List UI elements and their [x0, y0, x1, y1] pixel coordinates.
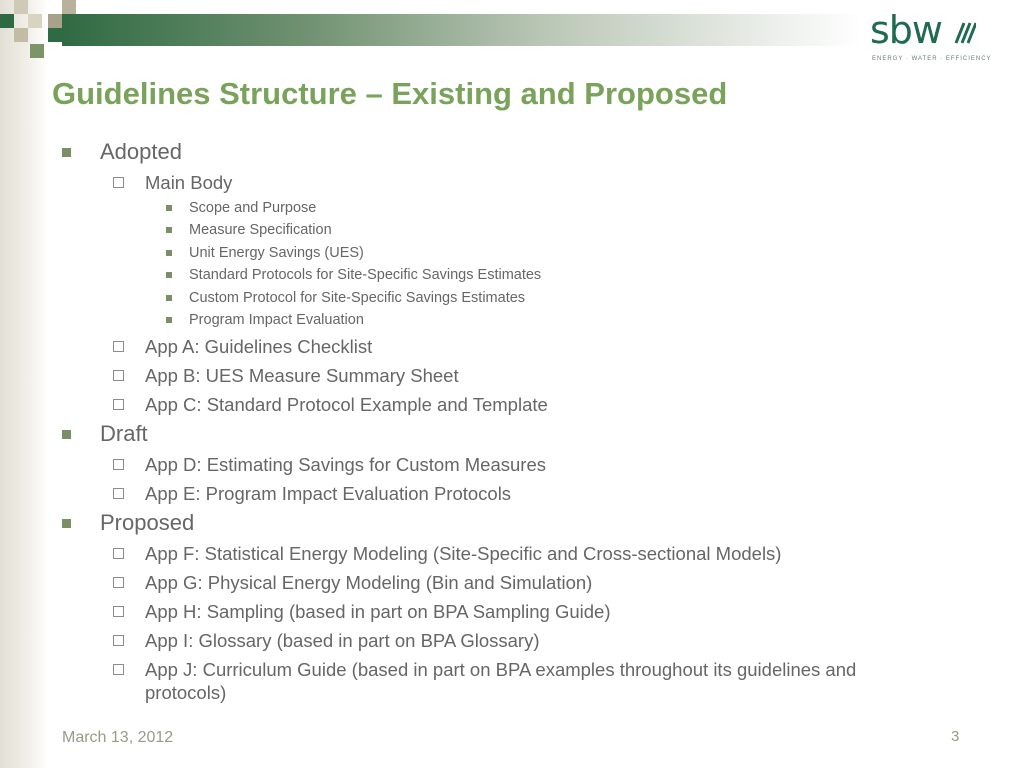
- square-bullet-icon: [62, 430, 71, 439]
- hollow-square-bullet-icon: [113, 548, 124, 559]
- outline-list: [0, 134, 1000, 704]
- deco-square: [30, 44, 44, 58]
- outline-label: Scope and Purpose: [189, 199, 317, 216]
- hollow-square-bullet-icon: [113, 399, 124, 410]
- outline-label: App D: Estimating Savings for Custom Measures: [145, 454, 546, 475]
- outline-item-app-f: [0, 542, 1000, 565]
- main-body-item: [0, 221, 1000, 239]
- small-square-bullet-icon: [166, 295, 172, 301]
- deco-square: [48, 28, 62, 42]
- small-square-bullet-icon: [166, 227, 172, 233]
- outline-label: App F: Statistical Energy Modeling (Site-Specific and Cross-sectional Models): [145, 543, 782, 564]
- outline-item-draft: [0, 421, 1000, 447]
- outline-label: Custom Protocol for Site-Specific Savings Estimates: [189, 289, 526, 306]
- outline-label: Main Body: [145, 172, 233, 193]
- outline-item-adopted: [0, 139, 1000, 165]
- footer-date: March 13, 2012: [62, 729, 174, 746]
- deco-square: [48, 14, 62, 28]
- main-body-item: [0, 199, 1000, 217]
- outline-item-app-b: [0, 364, 1000, 387]
- outline-label: App E: Program Impact Evaluation Protocols: [145, 483, 512, 504]
- outline-item-app-h: [0, 600, 1000, 623]
- main-body-item: [0, 311, 1000, 329]
- outline-label: Unit Energy Savings (UES): [189, 244, 364, 261]
- hollow-square-bullet-icon: [113, 606, 124, 617]
- deco-square: [14, 0, 28, 14]
- page-number: 3: [951, 728, 960, 745]
- small-square-bullet-icon: [166, 272, 172, 278]
- outline-label: App B: UES Measure Summary Sheet: [145, 365, 459, 386]
- deco-square: [62, 0, 76, 14]
- outline-label: App I: Glossary (based in part on BPA Glossary): [145, 630, 540, 651]
- hollow-square-bullet-icon: [113, 664, 124, 675]
- outline-label: Proposed: [100, 510, 195, 535]
- logo-slashes-icon: [950, 22, 976, 44]
- outline-item-app-d: [0, 453, 1000, 476]
- deco-square: [0, 14, 14, 28]
- header-gradient-bar: [62, 14, 862, 46]
- outline-item-main-body: [0, 171, 1000, 194]
- hollow-square-bullet-icon: [113, 635, 124, 646]
- company-logo: [870, 10, 990, 66]
- hollow-square-bullet-icon: [113, 577, 124, 588]
- logo-wordmark: sbw: [870, 8, 942, 52]
- outline-item-app-a: [0, 335, 1000, 358]
- outline-label: App H: Sampling (based in part on BPA Sampling Guide): [145, 601, 611, 622]
- hollow-square-bullet-icon: [113, 370, 124, 381]
- outline-item-app-c: [0, 393, 1000, 416]
- logo-tagline: ENERGY · WATER · EFFICIENCY: [872, 56, 992, 62]
- small-square-bullet-icon: [166, 250, 172, 256]
- outline-label: Adopted: [100, 139, 182, 164]
- outline-label: Measure Specification: [189, 222, 332, 238]
- outline-label: Standard Protocols for Site-Specific Savings Estimates: [189, 267, 542, 283]
- outline-item-app-j: [0, 658, 925, 704]
- square-bullet-icon: [62, 519, 71, 528]
- small-square-bullet-icon: [166, 205, 172, 211]
- outline-label: Program Impact Evaluation: [189, 312, 364, 328]
- outline-label: App A: Guidelines Checklist: [145, 336, 373, 357]
- slide-title: Guidelines Structure – Existing and Proposed: [52, 76, 728, 111]
- outline-label: App C: Standard Protocol Example and Template: [145, 394, 548, 415]
- outline-label: Draft: [100, 421, 148, 446]
- hollow-square-bullet-icon: [113, 459, 124, 470]
- main-body-item: [0, 266, 1000, 284]
- outline-item-app-i: [0, 629, 1000, 652]
- main-body-item: [0, 289, 1000, 307]
- outline-item-proposed: [0, 510, 1000, 536]
- hollow-square-bullet-icon: [113, 177, 124, 188]
- outline-item-app-e: [0, 482, 1000, 505]
- deco-square: [14, 28, 28, 42]
- hollow-square-bullet-icon: [113, 488, 124, 499]
- main-body-item: [0, 244, 1000, 262]
- outline-label: App G: Physical Energy Modeling (Bin and Simulation): [145, 572, 593, 593]
- deco-square: [28, 14, 42, 28]
- small-square-bullet-icon: [166, 317, 172, 323]
- square-bullet-icon: [62, 148, 71, 157]
- hollow-square-bullet-icon: [113, 341, 124, 352]
- outline-item-app-g: [0, 571, 1000, 594]
- outline-label: App J: Curriculum Guide (based in part on BPA examples throughout its guidelines and protocols): [145, 659, 857, 703]
